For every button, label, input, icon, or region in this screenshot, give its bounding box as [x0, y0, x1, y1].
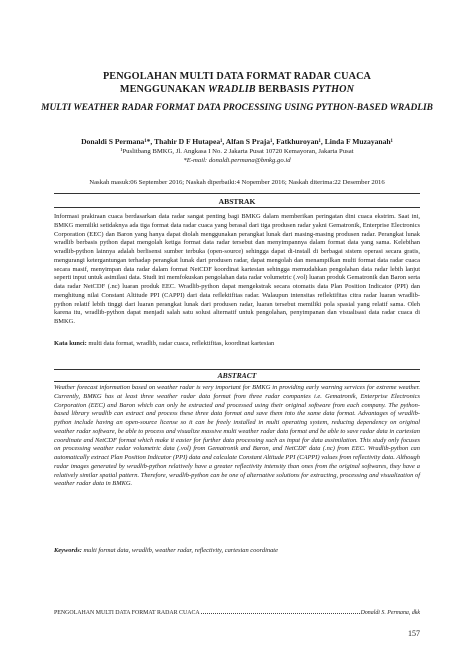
- paper-title-english: MULTI WEATHER RADAR FORMAT DATA PROCESSING USING PYTHON-BASED WRADLIB: [41, 103, 433, 113]
- keywords-values: multi format data, wradlib, weather radar, reflectivity, cartesian coordinate: [81, 547, 278, 554]
- kata-kunci-values: multi data format, wradlib, radar cuaca, reflektifitas, koordinat kartesian: [86, 340, 275, 347]
- footer-authors: Donaldi S. Permana, dkk: [360, 610, 420, 616]
- divider-under-abstrak-heading: [54, 207, 420, 208]
- title-line-2-prefix: MENGGUNAKAN: [119, 84, 208, 95]
- abstract-body: Weather forecast information based on weather radar is very important for BMKG in providing early warning services for extreme weather. Currently, BMKG has at least three weather radar data format from three radar companies i.e. Gematronik, Enterprise Electronics Corporation (EEC) and Baron which can only be extracted and processed using their original software from each company. The python-based library wradlib can extract and process these three data format and save them into the same data format. Advantages of wradlib-python include having an open-source license so it can be freely installed in multi operating system, reducing dependency on original weather radar software, be able to process and visualize massive multi weather radar data format and be able to save radar data in cartesian coordinate and NetCDF format which make it easier for further data processing such as input for data assimilation. This study only focuses on processing weather radar volumetric data (.vol) from Gematronik and Baron, and NetCDF data (.nc) from EEC. Wradlib-python can automatically extract Plan Position Indicator (PPI) data and calculate Constant Altitude PPI (CAPPI) values from reflectivity data. Although radar images generated by wradlib-python relatively have a greater reflectivity intensity than ones from the original softwares, they have a relatively similar spatial pattern. Therefore, wradlib-python can be one of alternative solutions for extracting, processing and visualization of weather radar data in BMKG.: [54, 384, 420, 488]
- footer-dotted-leader: [201, 613, 360, 614]
- affiliation: ¹Puslitbang BMKG, Jl. Angkasa I No. 2 Jakarta Pusat 10720 Kemayoran, Jakarta Pusat: [120, 148, 354, 155]
- abstrak-body: Informasi prakiraan cuaca berdasarkan data radar sangat penting bagi BMKG dalam memberikan peringatan dini cuaca ekstrim. Saat ini, BMKG memiliki setidaknya ada tiga format data radar cuaca yang berasal dari tiga produsen radar yakni Gematronik, Enterprise Electronics Corporation (EEC) dan Baron yang hanya dapat diolah menggunakan perangkat lunak dari masing-masing produsen radar. Perangkat lunak wradlib berbasis python dapat mengolah ketiga format data radar tersebut dan menyimpannya dalam format data yang sama. Kelebihan wradlib-python lainnya adalah berlisensi sumber terbuka (open-source) sehingga dapat di-install di berbagai sistem operasi secara gratis, mengurangi ketergantungan terhadap perangkat lunak dari produsen radar, dapat mengolah dan menampilkan multi format data radar cuaca secara masif, menyimpan data radar dalam format NetCDF koordinat kartesian sehingga memudahkan pengolahan data radar lebih lanjut seperti input untuk asimilasi data. Studi ini memfokuskan pengolahan data radar volumetric (.vol) luaran produk Gematronik dan Baron serta data radar NetCDF (.nc) luaran produk EEC. Wradlib-python dapat mengekstrak secara otomatis data Plan Position Indicator (PPI) dan menghitung nilai Constant Altitude PPI (CAPPI) dari data reflektifitas radar. Walaupun intensitas reflektifitas citra radar luaran wradlib-python relatif lebih tinggi dari luaran perangkat lunak dari produsen radar, luaran tersebut memiliki pola spasial yang relatif sama. Oleh karena itu, wradlib-python dapat menjadi salah satu solusi alternatif untuk pengolahan, penyimpanan dan visualisasi data radar cuaca di BMKG.: [54, 213, 420, 325]
- kata-kunci-label: Kata kunci:: [54, 340, 87, 347]
- page-number: 157: [408, 629, 420, 638]
- kata-kunci: [54, 339, 420, 348]
- keywords-label: Keywords:: [54, 547, 82, 554]
- corresponding-email: *E-mail: donaldi.permana@bmkg.go.id: [183, 157, 291, 164]
- divider-under-abstract-heading: [54, 381, 420, 382]
- author-list: Donaldi S Permana¹*, Thahir D F Hutapea¹, Alfan S Praja¹, Fatkhuroyan¹, Linda F Muzayanah¹: [81, 137, 393, 146]
- title-line-2: [40, 83, 434, 96]
- manuscript-dates: Naskah masuk:06 September 2016; Naskah diperbaiki:4 Nopember 2016; Naskah diterima:22 Desember 2016: [89, 179, 385, 186]
- title-line-1: PENGOLAHAN MULTI DATA FORMAT RADAR CUACA: [102, 71, 372, 82]
- title-line-2-python: PYTHON: [312, 84, 355, 95]
- keywords: [54, 546, 420, 555]
- title-line-2-wradlib: WRADLIB: [207, 84, 256, 95]
- divider-top-abstract: [54, 369, 420, 370]
- footer-title: PENGOLAHAN MULTI DATA FORMAT RADAR CUACA: [54, 610, 200, 616]
- divider-top-abstrak: [54, 193, 420, 194]
- abstrak-heading: ABSTRAK: [218, 197, 256, 206]
- paper-title-indonesian: [40, 70, 434, 96]
- abstract-heading: ABSTRACT: [217, 371, 257, 380]
- running-footer: [54, 610, 420, 616]
- title-line-2-mid: BERBASIS: [255, 84, 313, 95]
